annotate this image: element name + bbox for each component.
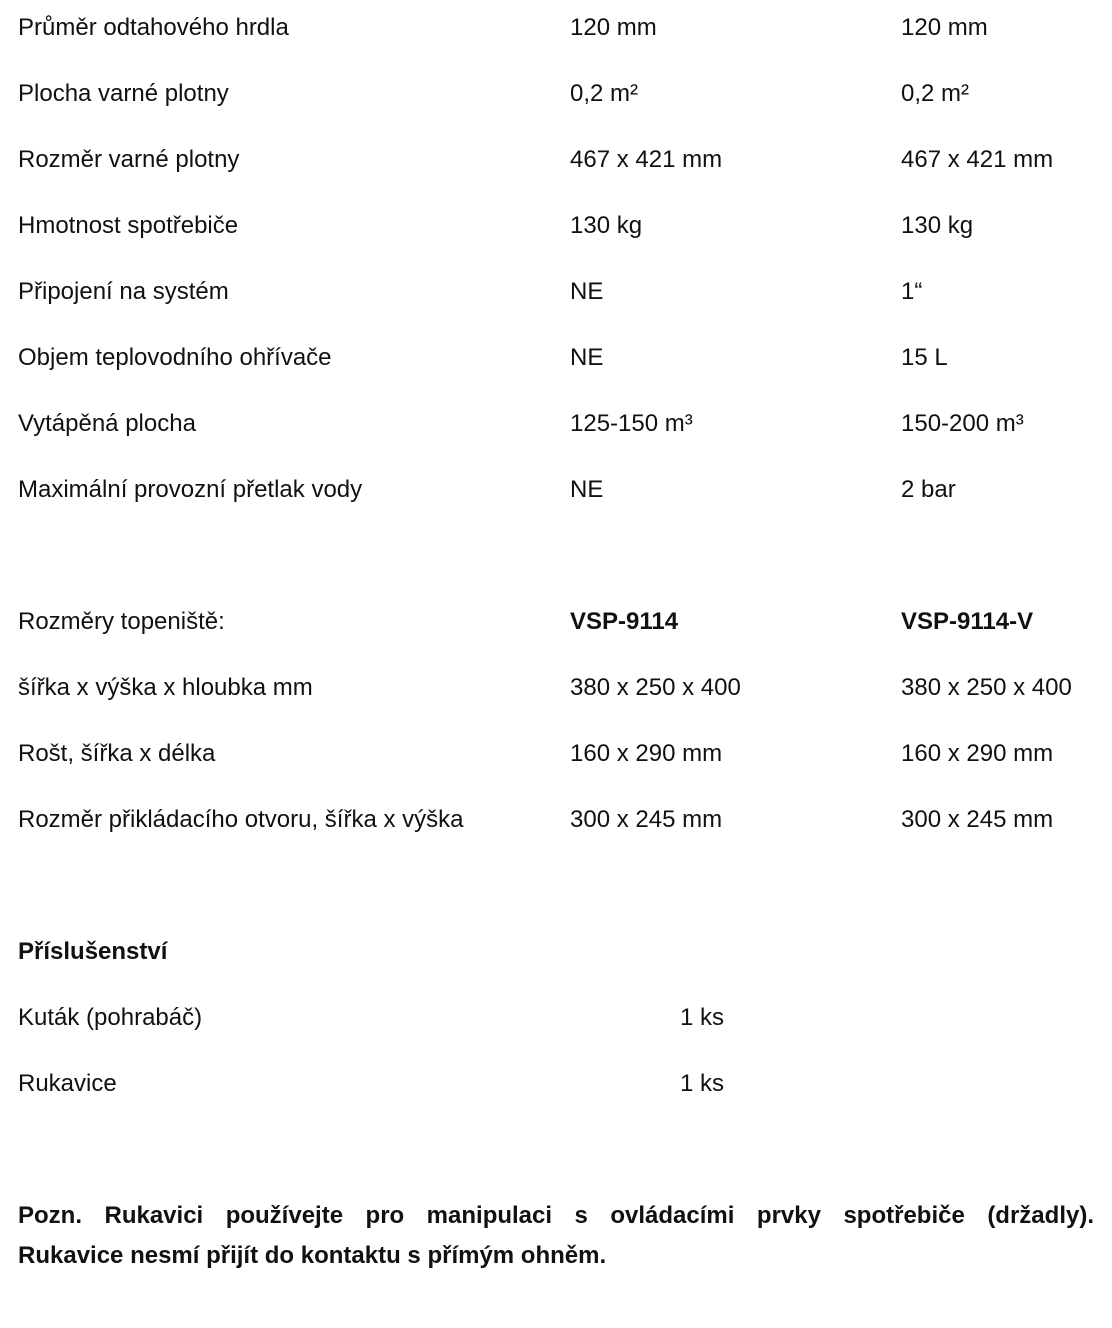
firebox-label: Rošt, šířka x délka [18,740,216,767]
accessories-section [18,924,1098,1122]
spec-row [18,0,1098,66]
spec-value-1: NE [570,476,604,503]
spec-row [18,198,1098,264]
firebox-header-row [18,594,1098,660]
spec-label: Hmotnost spotřebiče [18,212,239,239]
note-line-2: Rukavice nesmí přijít do kontaktu s přímým ohněm. [18,1242,607,1269]
spec-row [18,396,1098,462]
spec-row [18,264,1098,330]
spec-value-2: 467 x 421 mm [901,146,1054,173]
firebox-row [18,726,1098,792]
spec-label: Připojení na systém [18,278,229,305]
spec-label: Průměr odtahového hrdla [18,14,289,41]
spec-label: Maximální provozní přetlak vody [18,476,363,503]
accessories-title: Příslušenství [18,938,168,965]
spec-value-2: 150-200 m³ [901,410,1024,437]
model-2-heading: VSP-9114-V [901,608,1034,635]
accessory-qty: 1 ks [680,1070,725,1097]
spec-value-2: 1“ [901,278,923,305]
accessories-heading-row [18,924,1098,990]
firebox-table [18,594,1098,858]
firebox-value-1: 380 x 250 x 400 [570,674,741,701]
firebox-row [18,660,1098,726]
spec-row [18,462,1098,528]
accessory-label: Kuták (pohrabáč) [18,1004,203,1031]
firebox-value-2: 380 x 250 x 400 [901,674,1072,701]
model-1-heading: VSP-9114 [570,608,679,635]
spec-row [18,132,1098,198]
accessory-qty: 1 ks [680,1004,725,1031]
firebox-value-2: 160 x 290 mm [901,740,1054,767]
spec-label: Plocha varné plotny [18,80,229,107]
firebox-value-1: 160 x 290 mm [570,740,723,767]
spec-document [18,0,1098,1122]
accessory-label: Rukavice [18,1070,117,1097]
spec-value-1: 125-150 m³ [570,410,693,437]
spec-value-1: NE [570,278,604,305]
spec-label: Vytápěná plocha [18,410,196,437]
spec-value-1: 467 x 421 mm [570,146,723,173]
accessory-item [18,990,1098,1056]
spec-value-1: NE [570,344,604,371]
accessory-item [18,1056,1098,1122]
spec-value-2: 130 kg [901,212,974,239]
firebox-title: Rozměry topeniště: [18,608,225,635]
firebox-value-2: 300 x 245 mm [901,806,1054,833]
spec-value-1: 0,2 m² [570,80,639,107]
spec-table [18,0,1098,528]
spec-value-1: 130 kg [570,212,643,239]
firebox-label: Rozměr přikládacího otvoru, šířka x výška [18,806,464,833]
usage-note [18,1196,1094,1276]
firebox-value-1: 300 x 245 mm [570,806,723,833]
spec-row [18,66,1098,132]
firebox-label: šířka x výška x hloubka mm [18,674,313,701]
spec-value-2: 120 mm [901,14,988,41]
spec-label: Rozměr varné plotny [18,146,240,173]
firebox-row [18,792,1098,858]
note-line-1: Pozn. Rukavici používejte pro manipulaci s ovládacími prvky spotřebiče (držadly). [18,1202,1094,1229]
spec-value-2: 15 L [901,344,948,371]
spec-row [18,330,1098,396]
spec-value-1: 120 mm [570,14,657,41]
spec-value-2: 0,2 m² [901,80,970,107]
spec-value-2: 2 bar [901,476,956,503]
spec-label: Objem teplovodního ohřívače [18,344,332,371]
